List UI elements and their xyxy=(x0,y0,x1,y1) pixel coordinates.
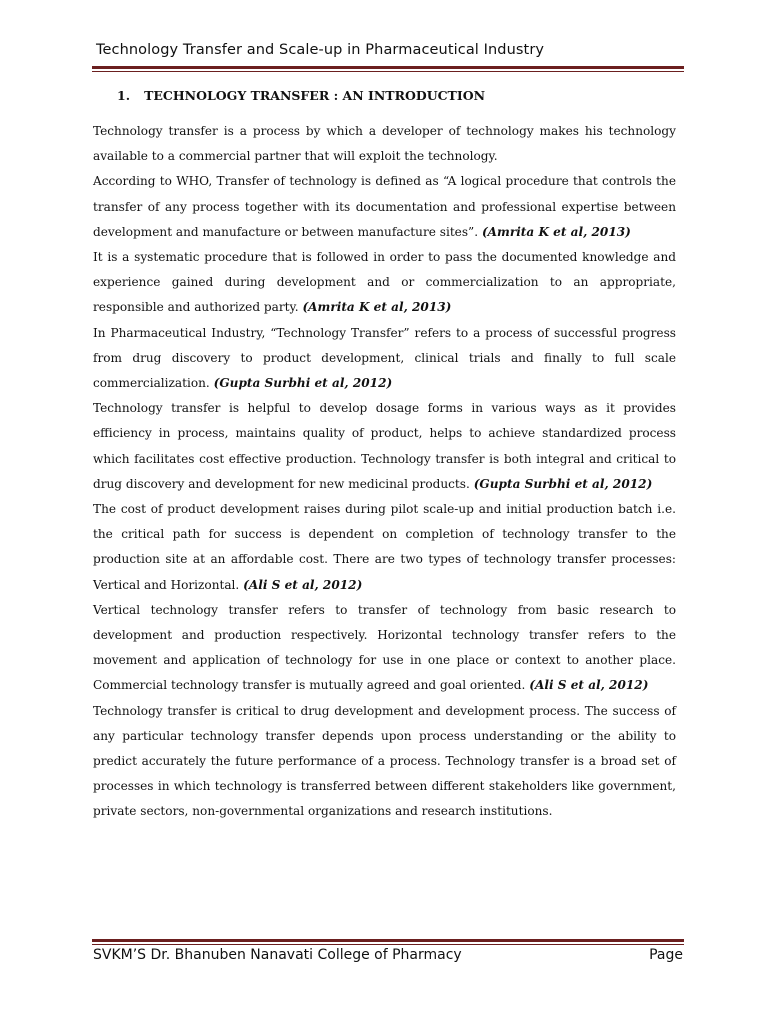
citation: (Ali S et al, 2012) xyxy=(529,678,649,693)
header-rule-thin xyxy=(92,71,684,72)
paragraph xyxy=(93,169,676,245)
paragraph-text: Technology transfer is a process by which a developer of technology makes his technology available to a commercial partner that will exploit the technology. xyxy=(93,124,676,164)
header-rule-thick xyxy=(92,66,684,69)
paragraph-text: Vertical technology transfer refers to transfer of technology from basic research to development and production respectively. Horizontal technology transfer refers to the movement and application of technology for use in one place or context to another place. Commercial technology transfer is mutually agreed and goal oriented. xyxy=(93,602,676,693)
paragraph-text: It is a systematic procedure that is followed in order to pass the documented knowledge and experience gained during development and or commercialization to an appropriate, responsible and authorized party. xyxy=(93,250,676,315)
footer-rule-thick xyxy=(92,939,684,942)
section-heading xyxy=(117,88,485,103)
section-number: 1. xyxy=(117,88,131,103)
footer-institution: SVKM’S Dr. Bhanuben Nanavati College of Pharmacy xyxy=(93,947,462,963)
paragraph-text: According to WHO, Transfer of technology is defined as “A logical procedure that controls the transfer of any process together with its documentation and professional expertise between development and manufacture or between manufacture sites”. xyxy=(93,174,676,239)
paragraph xyxy=(93,598,676,699)
citation: (Ali S et al, 2012) xyxy=(243,577,363,592)
body-text xyxy=(93,119,676,825)
header-title: Technology Transfer and Scale-up in Pharmaceutical Industry xyxy=(96,42,545,58)
paragraph-text: Technology transfer is critical to drug development and development process. The success of any particular technology transfer depends upon process understanding or the ability to predict accurately the future performance of a process. Technology transfer is a broad set of processes in which technology is transferred between different stakeholders like government, private sectors, non-governmental organizations and research institutions. xyxy=(93,703,676,819)
paragraph xyxy=(93,396,676,497)
paragraph-text: Technology transfer is helpful to develop dosage forms in various ways as it provides efficiency in process, maintains quality of product, helps to achieve standardized process which facilitates cost effective production. Technology transfer is both integral and critical to drug discovery and development for new medicinal products. xyxy=(93,401,676,491)
paragraph-text: In Pharmaceutical Industry, “Technology Transfer” refers to a process of successful progress from drug discovery to product development, clinical trials and finally to full scale commercialization. xyxy=(93,325,676,391)
paragraph xyxy=(93,497,676,598)
citation: (Amrita K et al, 2013) xyxy=(481,224,631,239)
paragraph xyxy=(93,245,676,321)
citation: (Gupta Surbhi et al, 2012) xyxy=(473,476,653,491)
citation: (Amrita K et al, 2013) xyxy=(302,300,452,315)
paragraph xyxy=(93,699,676,825)
paragraph-text: The cost of product development raises during pilot scale-up and initial production batch i.e. the critical path for success is dependent on completion of technology transfer to the production site at an affordable cost. There are two types of technology transfer processes: Vertical and Horizontal. xyxy=(93,502,676,592)
footer-rule-thin xyxy=(92,944,684,945)
citation: (Gupta Surbhi et al, 2012) xyxy=(213,376,393,391)
footer-page-label: Page xyxy=(649,947,683,963)
section-title: TECHNOLOGY TRANSFER : AN INTRODUCTION xyxy=(144,88,486,103)
paragraph xyxy=(93,321,676,397)
paragraph xyxy=(93,119,676,169)
